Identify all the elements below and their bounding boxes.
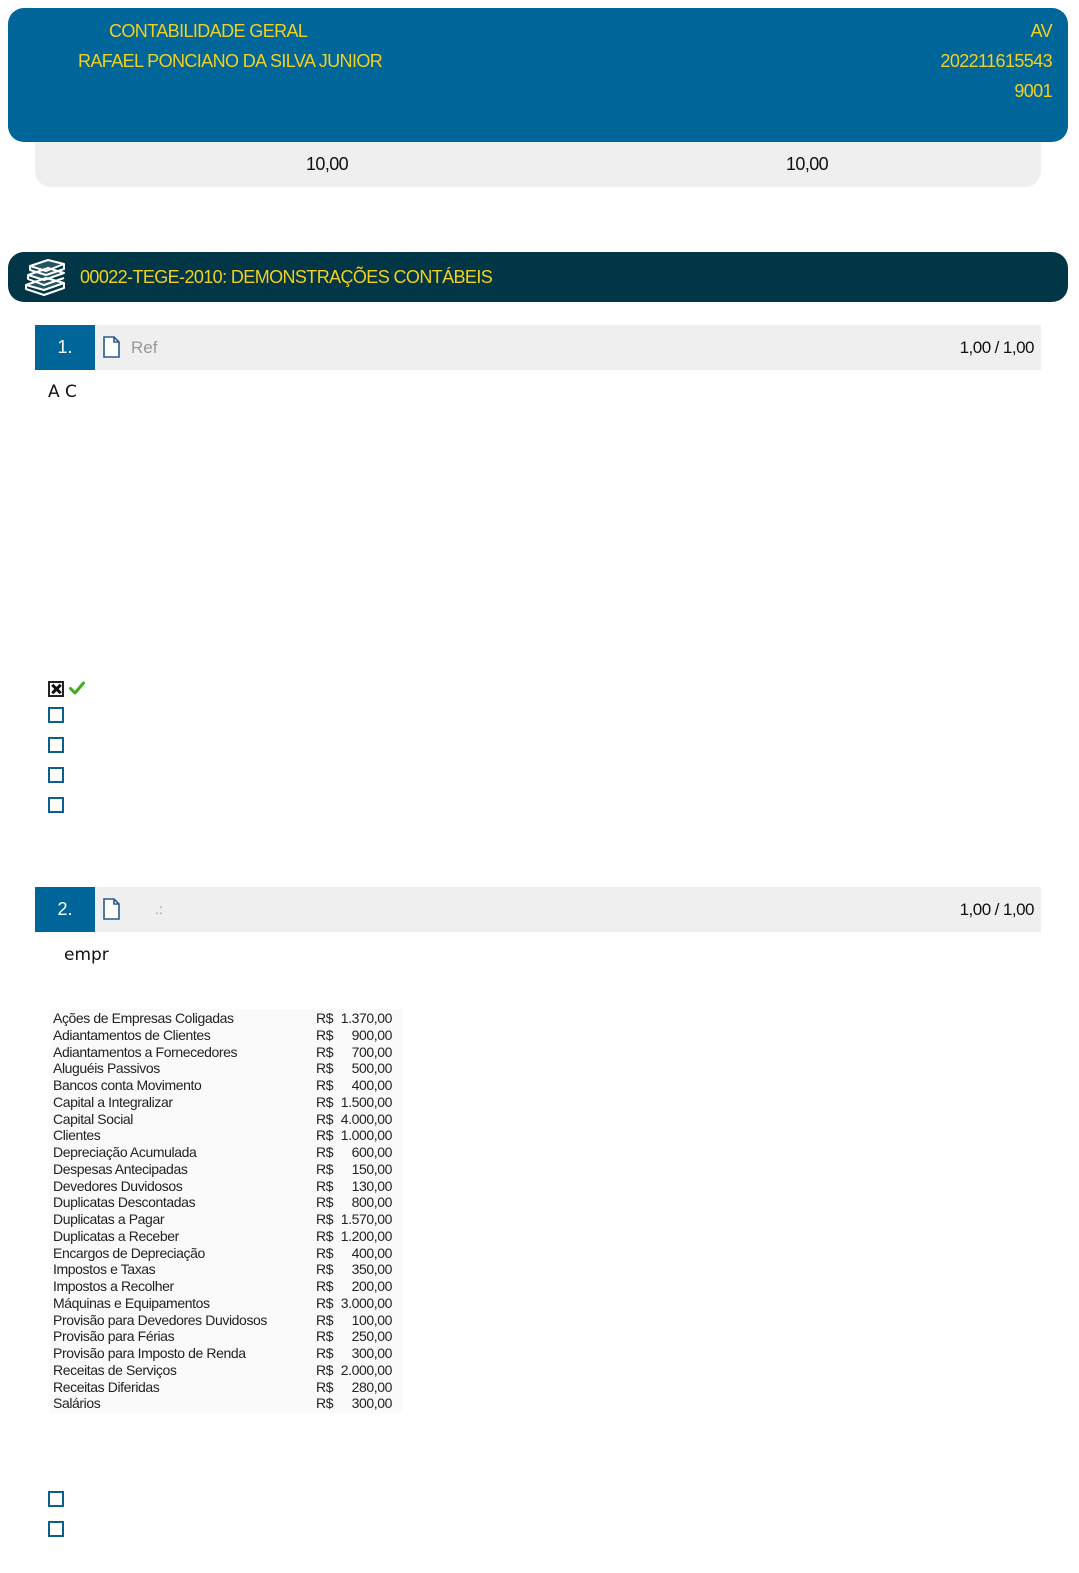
score-obtained: 1,00 xyxy=(959,338,991,357)
account-amount: 400,00 xyxy=(351,1077,392,1093)
question-score xyxy=(960,900,1034,920)
score-separator: / xyxy=(994,338,999,357)
account-row xyxy=(53,1010,398,1027)
account-amount: 250,00 xyxy=(351,1328,392,1345)
account-name: Duplicatas Descontadas xyxy=(53,1194,196,1211)
option-checkbox[interactable] xyxy=(48,737,64,753)
account-amount: 100,00 xyxy=(351,1311,392,1328)
account-row xyxy=(53,1261,398,1278)
account-name: Adiantamentos a Fornecedores xyxy=(53,1043,238,1060)
account-name: Encargos de Depreciação xyxy=(53,1244,205,1261)
account-row xyxy=(53,1379,398,1396)
document-icon[interactable] xyxy=(101,336,121,358)
account-currency: R$ xyxy=(316,1378,334,1395)
question-2-header xyxy=(35,887,1041,932)
correct-check-icon xyxy=(69,681,85,695)
option-checkbox[interactable] xyxy=(48,1521,64,1537)
account-amount: 1.570,00 xyxy=(340,1211,392,1227)
account-currency: R$ xyxy=(316,1110,334,1127)
account-currency: R$ xyxy=(316,1227,334,1244)
account-row xyxy=(53,1161,398,1178)
account-amount: 700,00 xyxy=(351,1043,392,1060)
account-amount: 1.000,00 xyxy=(340,1127,392,1144)
account-currency: R$ xyxy=(316,1395,334,1412)
score-summary xyxy=(35,142,1041,187)
account-currency: R$ xyxy=(316,1278,334,1294)
account-amount: 2.000,00 xyxy=(340,1361,392,1378)
account-row xyxy=(53,1245,398,1262)
account-currency: R$ xyxy=(316,1077,334,1093)
account-currency: R$ xyxy=(316,1194,334,1211)
account-currency: R$ xyxy=(316,1010,334,1026)
account-amount: 900,00 xyxy=(351,1026,392,1043)
account-amount: 3.000,00 xyxy=(340,1294,392,1311)
books-icon xyxy=(22,258,68,296)
account-name: Depreciação Acumulada xyxy=(53,1144,197,1160)
account-name: Ações de Empresas Coligadas xyxy=(53,1010,234,1026)
account-row xyxy=(53,1094,398,1111)
account-currency: R$ xyxy=(316,1177,334,1194)
account-currency: R$ xyxy=(316,1211,334,1227)
account-name: Impostos e Taxas xyxy=(53,1261,156,1278)
account-row xyxy=(53,1144,398,1161)
account-name: Receitas de Serviços xyxy=(53,1361,177,1378)
registration-number: 202211615543 xyxy=(940,51,1052,71)
account-amount: 350,00 xyxy=(351,1261,392,1278)
account-name: Capital Social xyxy=(53,1110,133,1127)
account-row xyxy=(53,1278,398,1295)
account-name: Salários xyxy=(53,1395,101,1412)
account-amount: 130,00 xyxy=(351,1177,392,1194)
account-currency: R$ xyxy=(316,1328,334,1345)
account-amount: 200,00 xyxy=(351,1278,392,1294)
account-row xyxy=(53,1044,398,1061)
exam-header xyxy=(8,8,1068,142)
document-icon[interactable] xyxy=(101,898,121,920)
account-row xyxy=(53,1027,398,1044)
course-name: CONTABILIDADE GERAL xyxy=(109,21,308,41)
account-currency: R$ xyxy=(316,1311,334,1328)
question-2-text: empr xyxy=(64,945,109,965)
question-1-header xyxy=(35,325,1041,370)
account-row xyxy=(53,1178,398,1195)
account-amount: 1.500,00 xyxy=(340,1093,392,1110)
account-row xyxy=(53,1194,398,1211)
account-name: Despesas Antecipadas xyxy=(53,1160,188,1177)
account-currency: R$ xyxy=(316,1093,334,1110)
account-name: Receitas Diferidas xyxy=(53,1378,160,1395)
exam-type: AV xyxy=(1030,21,1052,41)
class-code: 9001 xyxy=(1014,81,1052,101)
question-ref: Ref xyxy=(131,338,158,357)
score-separator: / xyxy=(994,900,999,919)
option-checkbox[interactable] xyxy=(48,797,64,813)
account-amount: 150,00 xyxy=(351,1160,392,1177)
option-checkbox[interactable] xyxy=(48,681,64,697)
account-name: Provisão para Imposto de Renda xyxy=(53,1345,246,1361)
account-name: Provisão para Férias xyxy=(53,1328,175,1345)
account-row xyxy=(53,1362,398,1379)
option-checkbox[interactable] xyxy=(48,767,64,783)
account-amount: 300,00 xyxy=(351,1395,392,1412)
account-name: Impostos a Recolher xyxy=(53,1278,174,1294)
account-currency: R$ xyxy=(316,1345,334,1361)
module-title: 00022-TEGE-2010: DEMONSTRAÇÕES CONTÁBEIS xyxy=(80,267,493,287)
account-row xyxy=(53,1312,398,1329)
account-row xyxy=(53,1060,398,1077)
account-currency: R$ xyxy=(316,1261,334,1278)
account-name: Máquinas e Equipamentos xyxy=(53,1294,210,1311)
account-currency: R$ xyxy=(316,1244,334,1261)
account-row xyxy=(53,1295,398,1312)
account-name: Capital a Integralizar xyxy=(53,1093,173,1110)
question-number: 1. xyxy=(35,325,95,370)
account-currency: R$ xyxy=(316,1026,334,1043)
account-currency: R$ xyxy=(316,1144,334,1160)
account-row xyxy=(53,1127,398,1144)
account-row xyxy=(53,1111,398,1128)
account-amount: 600,00 xyxy=(351,1144,392,1160)
account-name: Duplicatas a Receber xyxy=(53,1227,179,1244)
account-amount: 400,00 xyxy=(351,1244,392,1261)
account-name: Duplicatas a Pagar xyxy=(53,1211,165,1227)
account-currency: R$ xyxy=(316,1361,334,1378)
account-row xyxy=(53,1345,398,1362)
account-currency: R$ xyxy=(316,1060,334,1077)
question-1-text: A C xyxy=(48,382,77,402)
score-obtained: 1,00 xyxy=(959,900,991,919)
account-currency: R$ xyxy=(316,1160,334,1177)
account-amount: 500,00 xyxy=(351,1060,392,1077)
account-name: Devedores Duvidosos xyxy=(53,1177,183,1194)
account-amount: 1.200,00 xyxy=(340,1227,392,1244)
account-name: Aluguéis Passivos xyxy=(53,1060,160,1077)
account-currency: R$ xyxy=(316,1043,334,1060)
score-right: 10,00 xyxy=(786,154,829,174)
accounts-table-image xyxy=(50,1009,402,1413)
account-amount: 1.370,00 xyxy=(340,1010,392,1026)
score-max: 1,00 xyxy=(1002,900,1034,919)
option-checkbox[interactable] xyxy=(48,707,64,723)
account-amount: 4.000,00 xyxy=(340,1110,392,1127)
account-row xyxy=(53,1328,398,1345)
account-currency: R$ xyxy=(316,1127,334,1144)
module-banner xyxy=(8,252,1068,302)
account-amount: 280,00 xyxy=(351,1378,392,1395)
question-number: 2. xyxy=(35,887,95,932)
account-row xyxy=(53,1228,398,1245)
account-currency: R$ xyxy=(316,1294,334,1311)
student-name: RAFAEL PONCIANO DA SILVA JUNIOR xyxy=(78,51,383,71)
account-name: Provisão para Devedores Duvidosos xyxy=(53,1311,268,1328)
account-amount: 300,00 xyxy=(351,1345,392,1361)
question-score xyxy=(960,338,1034,358)
account-name: Bancos conta Movimento xyxy=(53,1077,202,1093)
account-name: Clientes xyxy=(53,1127,101,1144)
option-checkbox[interactable] xyxy=(48,1491,64,1507)
account-row xyxy=(53,1211,398,1228)
account-row xyxy=(53,1395,398,1412)
account-name: Adiantamentos de Clientes xyxy=(53,1026,211,1043)
score-max: 1,00 xyxy=(1002,338,1034,357)
account-amount: 800,00 xyxy=(351,1194,392,1211)
account-row xyxy=(53,1077,398,1094)
question-ref: .: xyxy=(155,901,163,917)
score-left: 10,00 xyxy=(306,154,349,174)
